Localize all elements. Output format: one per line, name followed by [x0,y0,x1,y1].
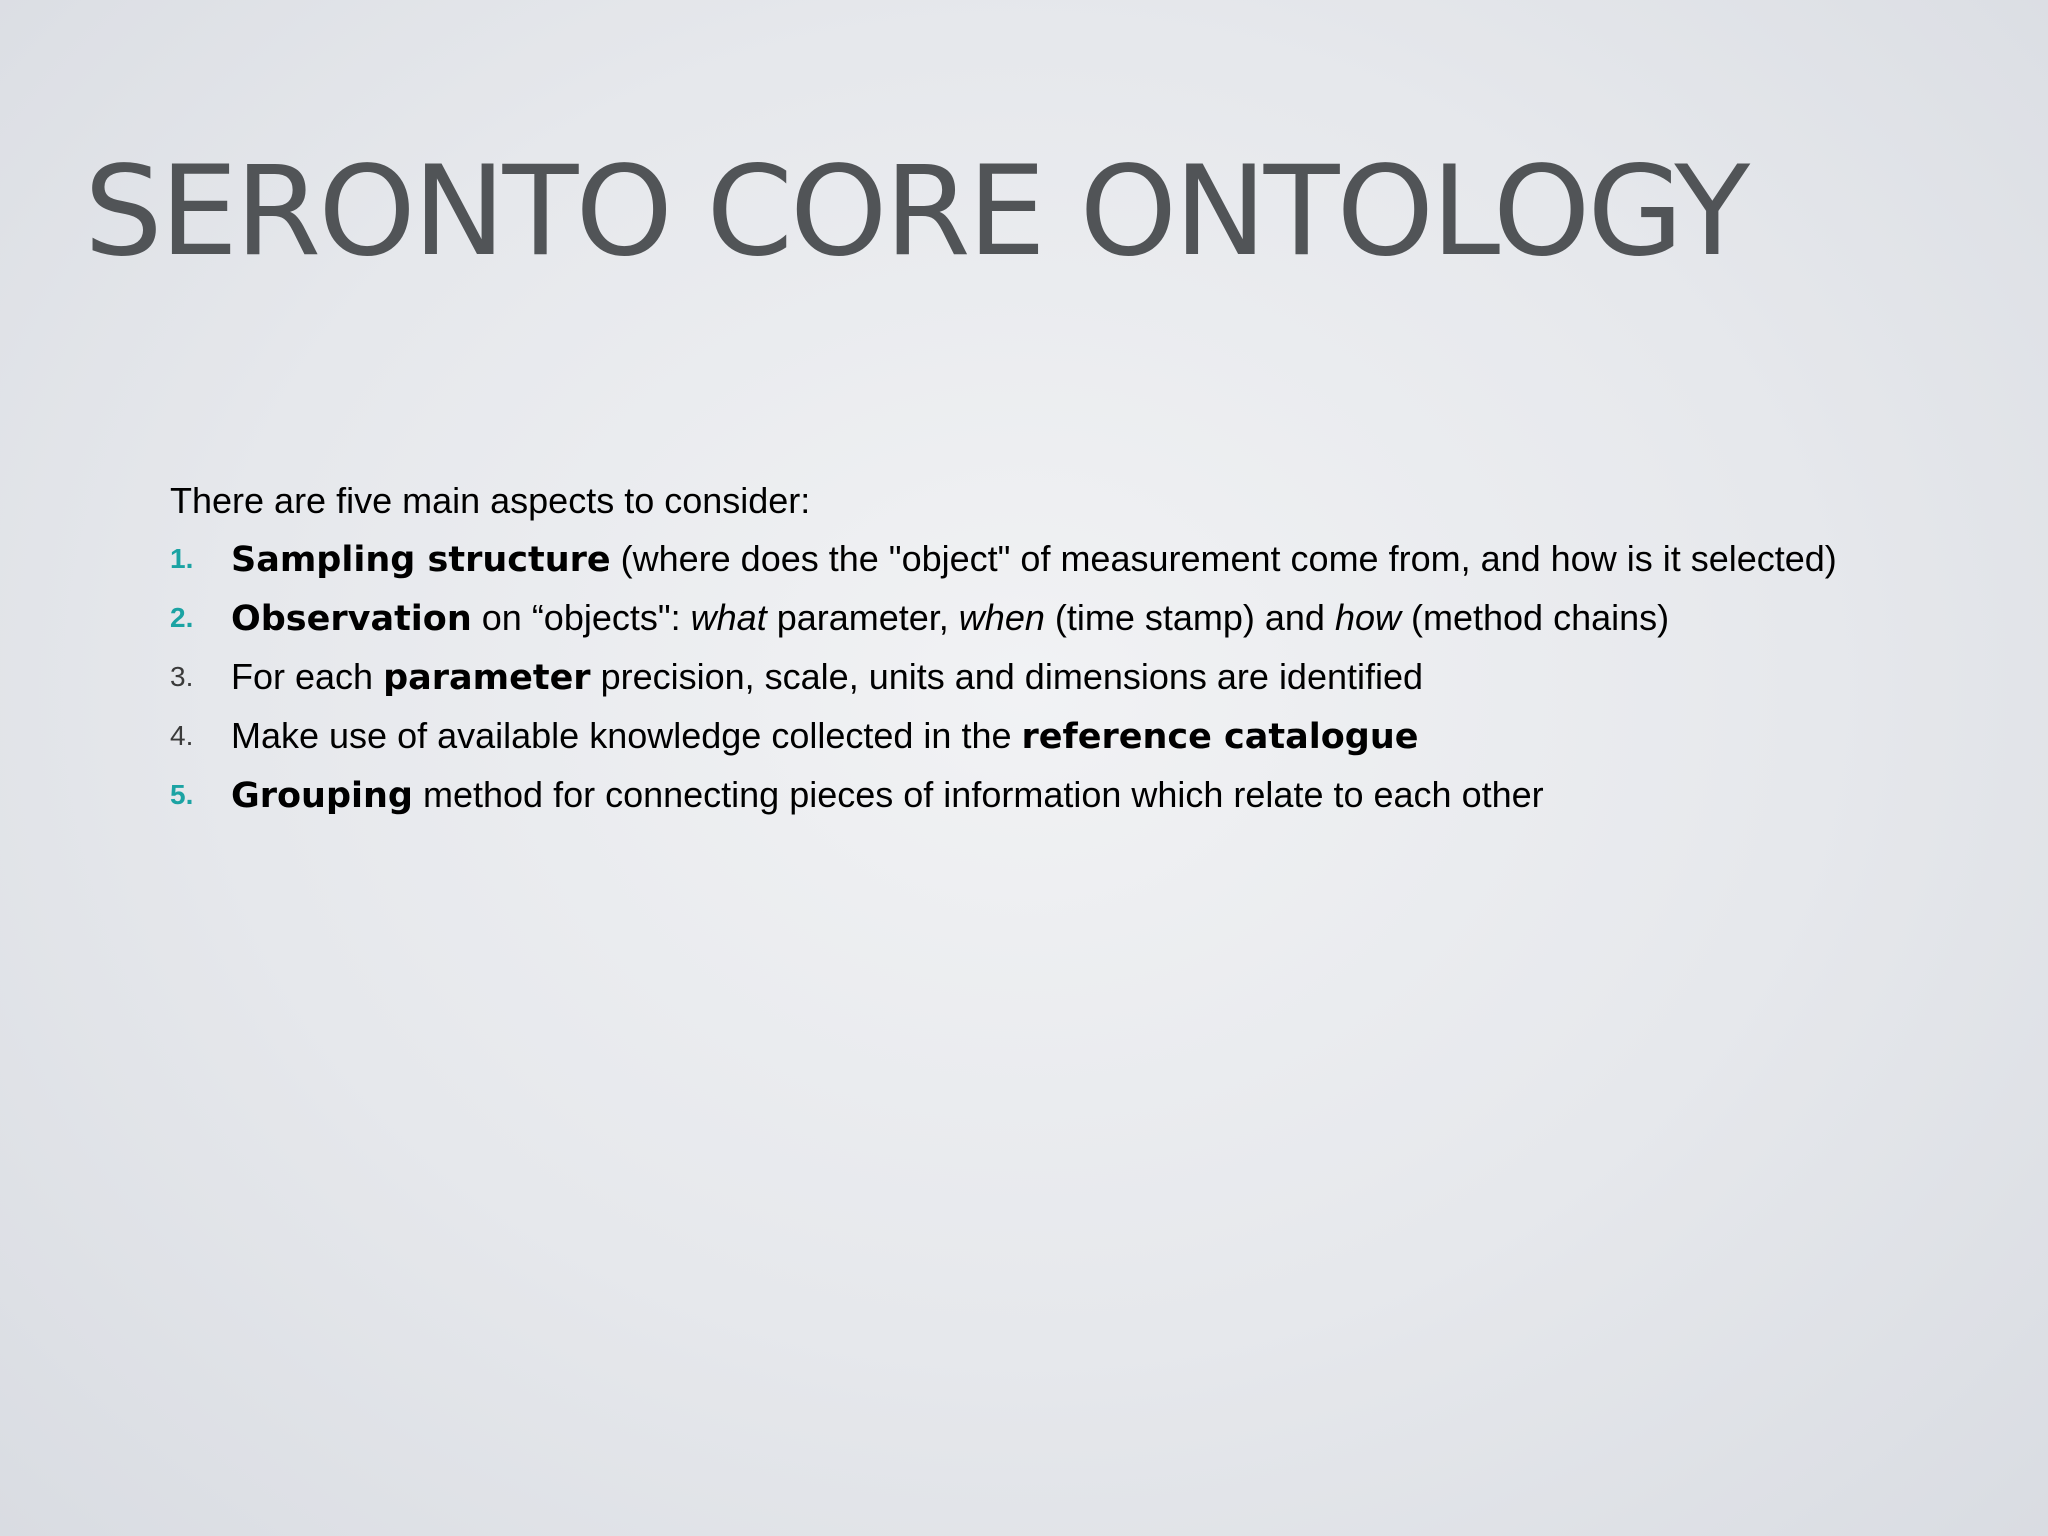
item-text: method for connecting pieces of information which relate to each other [412,774,1544,815]
list-item [170,589,2030,648]
list-item [170,648,2030,707]
item-text: (method chains) [1401,597,1670,638]
item-term: Observation [231,599,472,639]
list-number: 1. [170,543,194,574]
item-term: parameter [383,658,591,698]
item-text: parameter, [766,597,959,638]
list-number: 5. [170,779,194,810]
slide-content [170,472,2030,825]
intro-text: There are five main aspects to consider: [170,480,811,521]
item-emphasis: what [690,597,767,638]
item-emphasis: when [958,597,1045,638]
item-text: (time stamp) and [1044,597,1335,638]
item-text: Make use of available knowledge collected in the [231,715,1022,756]
aspect-list [170,530,2030,825]
list-item [170,707,2030,766]
item-text: For each [231,656,384,697]
item-text: on “objects": [471,597,691,638]
list-number: 2. [170,602,194,633]
item-term: reference catalogue [1021,717,1419,757]
list-number: 3. [170,661,194,692]
list-item [170,530,2030,589]
item-term: Grouping [231,776,413,816]
item-emphasis: how [1334,597,1401,638]
list-number: 4. [170,720,194,751]
list-item [170,766,2030,825]
item-text: precision, scale, units and dimensions are identified [590,656,1424,697]
slide-title: SERONTO CORE ONTOLOGY [84,140,1748,284]
item-text: (where does the "object" of measurement come from, and how is it selected) [610,538,1837,579]
item-term: Sampling structure [231,540,611,580]
